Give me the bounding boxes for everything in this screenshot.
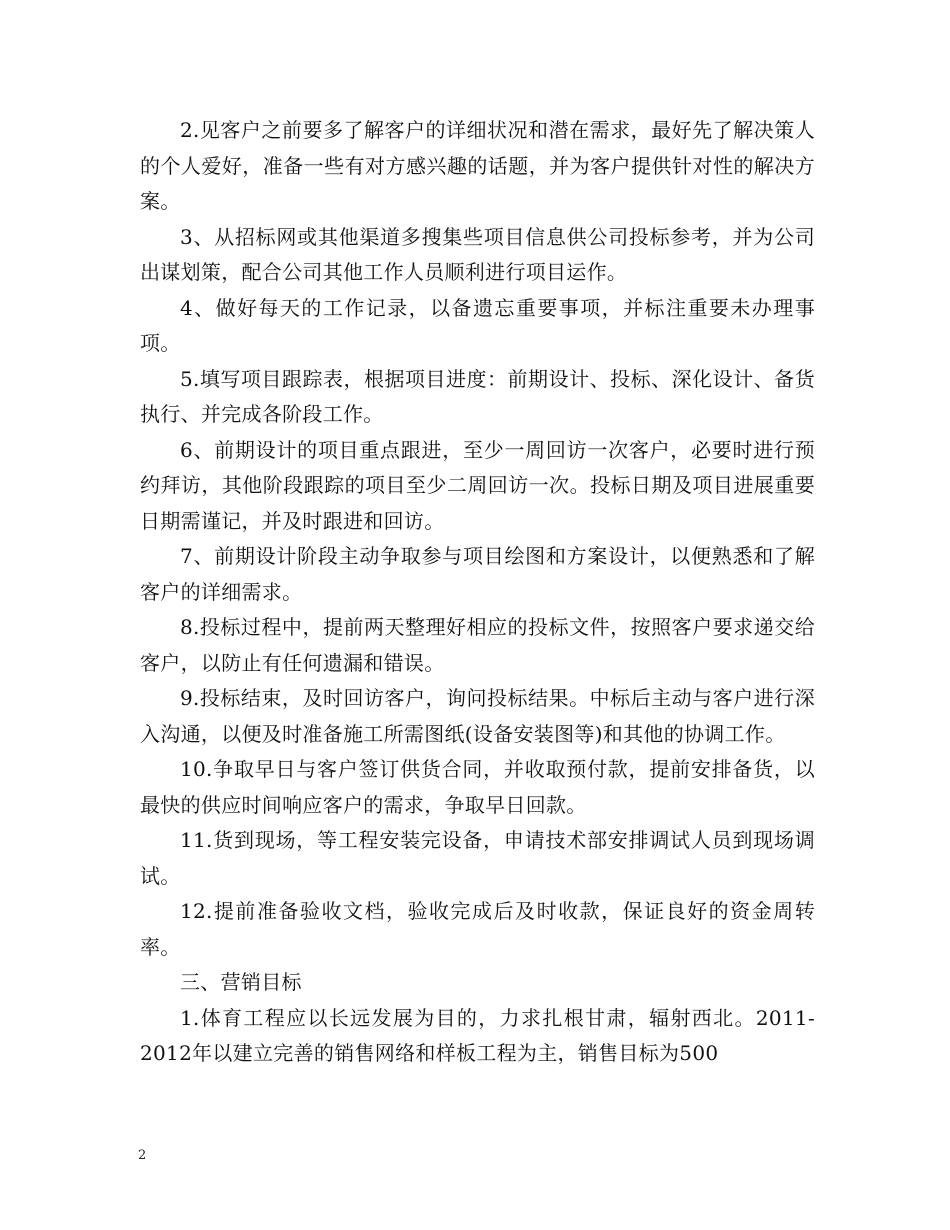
paragraph-item-7: 7、前期设计阶段主动争取参与项目绘图和方案设计，以便熟悉和了解客户的详细需求。 xyxy=(140,544,815,604)
paragraph-item-4: 4、做好每天的工作记录，以备遗忘重要事项，并标注重要未办理事项。 xyxy=(140,295,815,355)
page-number: 2 xyxy=(138,1148,147,1163)
document-body xyxy=(140,113,815,1072)
paragraph-item-8: 8.投标过程中，提前两天整理好相应的投标文件，按照客户要求递交给客户，以防止有任何遗漏和错误。 xyxy=(140,615,815,675)
paragraph-marketing-target-1: 1.体育工程应以长远发展为目的，力求扎根甘肃，辐射西北。2011-2012年以建立完善的销售网络和样板工程为主，销售目标为500 xyxy=(140,1005,815,1065)
paragraph-item-5: 5.填写项目跟踪表，根据项目进度：前期设计、投标、深化设计、备货执行、并完成各阶段工作。 xyxy=(140,366,815,426)
paragraph-item-11: 11.货到现场，等工程安装完设备，申请技术部安排调试人员到现场调试。 xyxy=(140,828,815,888)
paragraph-item-6: 6、前期设计的项目重点跟进，至少一周回访一次客户，必要时进行预约拜访，其他阶段跟踪的项目至少二周回访一次。投标日期及项目进展重要日期需谨记，并及时跟进和回访。 xyxy=(140,437,815,533)
paragraph-item-12: 12.提前准备验收文档，验收完成后及时收款，保证良好的资金周转率。 xyxy=(140,899,815,959)
paragraph-item-10: 10.争取早日与客户签订供货合同，并收取预付款，提前安排备货，以最快的供应时间响应客户的需求，争取早日回款。 xyxy=(140,757,815,817)
paragraph-item-3: 3、从招标网或其他渠道多搜集些项目信息供公司投标参考，并为公司出谋划策，配合公司其他工作人员顺利进行项目运作。 xyxy=(140,224,815,284)
paragraph-item-9: 9.投标结束，及时回访客户，询问投标结果。中标后主动与客户进行深入沟通，以便及时准备施工所需图纸(设备安装图等)和其他的协调工作。 xyxy=(140,686,815,746)
section-heading: 三、营销目标 xyxy=(180,970,302,994)
paragraph-item-2: 2.见客户之前要多了解客户的详细状况和潜在需求，最好先了解决策人的个人爱好，准备一些有对方感兴趣的话题，并为客户提供针对性的解决方案。 xyxy=(140,118,815,213)
